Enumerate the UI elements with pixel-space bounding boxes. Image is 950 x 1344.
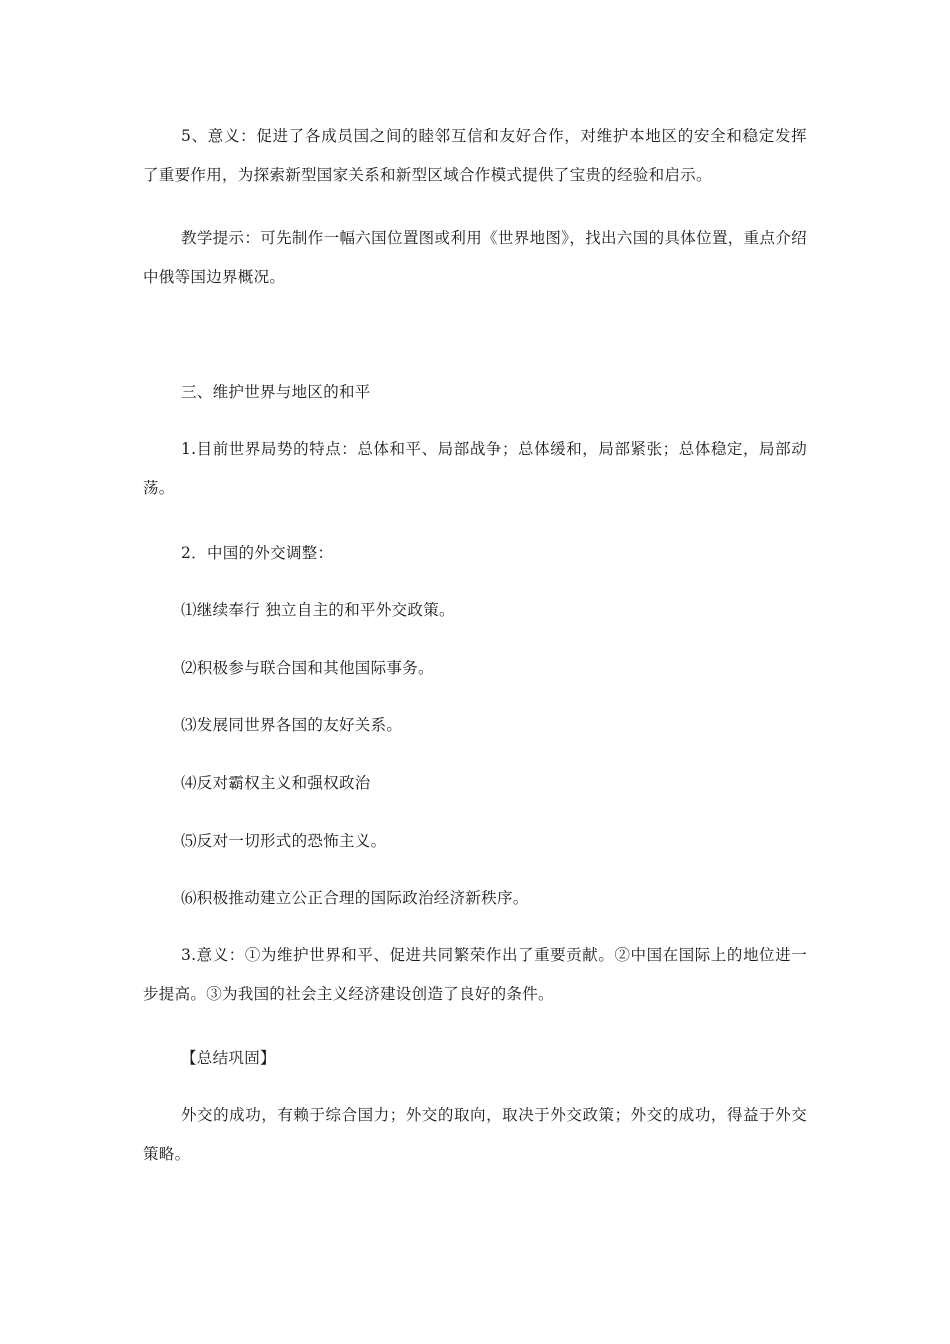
paragraph-meaning: 3.意义：①为维护世界和平、促进共同繁荣作出了重要贡献。②中国在国际上的地位进一步提高。③为我国的社会主义经济建设创造了良好的条件。 [143,946,807,1003]
paragraph-world-situation: 1.目前世界局势的特点：总体和平、局部战争；总体缓和，局部紧张；总体稳定，局部动荡。 [143,440,807,497]
paragraph-summary: 外交的成功，有赖于综合国力；外交的取向，取决于外交政策；外交的成功，得益于外交策略。 [143,1106,807,1163]
summary-heading: 【总结巩固】 [181,1049,276,1067]
list-item: ⑸反对一切形式的恐怖主义。 [181,832,387,850]
list-item: ⑴继续奉行 独立自主的和平外交政策。 [181,601,455,619]
list-item: ⑵积极参与联合国和其他国际事务。 [181,659,434,677]
paragraph-significance: 5、意义：促进了各成员国之间的睦邻互信和友好合作，对维护本地区的安全和稳定发挥了重要作用，为探索新型国家关系和新型区域合作模式提供了宝贵的经验和启示。 [143,127,807,184]
list-item: ⑷反对霸权主义和强权政治 [181,774,371,792]
paragraph-teaching-tip: 教学提示：可先制作一幅六国位置图或利用《世界地图》，找出六国的具体位置，重点介绍中俄等国边界概况。 [143,229,807,286]
section-heading: 三、维护世界与地区的和平 [181,383,371,401]
paragraph-diplomacy-adjustment: 2．中国的外交调整： [181,544,334,562]
list-item: ⑶发展同世界各国的友好关系。 [181,716,403,734]
list-item: ⑹积极推动建立公正合理的国际政治经济新秩序。 [181,889,529,907]
